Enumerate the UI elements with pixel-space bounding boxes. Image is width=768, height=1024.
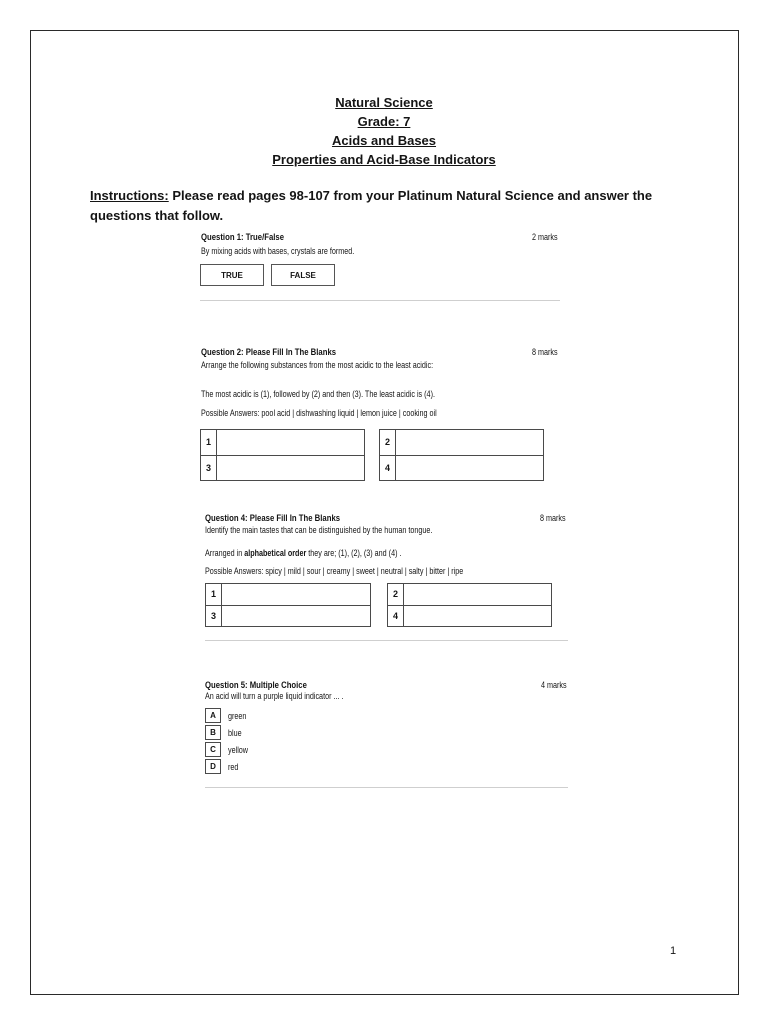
option-c[interactable] bbox=[205, 742, 253, 757]
blank-input-3[interactable] bbox=[217, 456, 364, 481]
blank-number: 2 bbox=[388, 584, 404, 605]
blank-row bbox=[206, 584, 370, 605]
blank-number: 2 bbox=[380, 430, 396, 455]
blank-number: 4 bbox=[380, 456, 396, 481]
topic-title: Acids and Bases bbox=[331, 133, 437, 148]
sentence-emphasis: alphabetical order bbox=[244, 548, 307, 558]
page-number: 1 bbox=[670, 945, 677, 957]
blank-input-2[interactable] bbox=[404, 584, 551, 605]
question-2-prompt: Arrange the following substances from the most acidic to the least acidic: bbox=[201, 360, 434, 370]
blank-number: 1 bbox=[201, 430, 217, 455]
blank-row bbox=[388, 584, 551, 605]
question-2-blanks-left bbox=[200, 429, 365, 481]
question-4-title: Question 4: Please Fill In The Blanks bbox=[205, 513, 341, 523]
blank-row bbox=[206, 605, 370, 627]
blank-row bbox=[201, 430, 364, 455]
blank-input-2[interactable] bbox=[396, 430, 543, 455]
question-5-title: Question 5: Multiple Choice bbox=[205, 680, 307, 690]
instructions-label: Instructions: bbox=[90, 188, 169, 203]
instructions bbox=[90, 186, 680, 226]
question-1-divider bbox=[200, 300, 560, 301]
blank-input-4[interactable] bbox=[396, 456, 543, 481]
blank-number: 1 bbox=[206, 584, 222, 605]
blank-row bbox=[380, 455, 543, 481]
blank-input-1[interactable] bbox=[222, 584, 370, 605]
true-button[interactable]: TRUE bbox=[200, 264, 264, 286]
blank-row bbox=[201, 455, 364, 481]
option-a[interactable] bbox=[205, 708, 251, 723]
subject-title: Natural Science bbox=[335, 95, 433, 110]
blank-input-1[interactable] bbox=[217, 430, 364, 455]
document-header bbox=[0, 93, 768, 169]
option-letter: B bbox=[205, 725, 221, 740]
instructions-text: Please read pages 98-107 from your Platinum Natural Science and answer the questions that follow. bbox=[90, 188, 653, 223]
blank-number: 3 bbox=[201, 456, 217, 481]
subtopic-title: Properties and Acid-Base Indicators bbox=[272, 152, 496, 167]
option-b[interactable] bbox=[205, 725, 245, 740]
question-5-divider bbox=[205, 787, 568, 788]
blank-number: 4 bbox=[388, 606, 404, 627]
blank-input-4[interactable] bbox=[404, 606, 551, 627]
option-label: red bbox=[228, 761, 239, 772]
question-5-prompt: An acid will turn a purple liquid indicator ... . bbox=[205, 691, 344, 701]
blank-row bbox=[388, 605, 551, 627]
question-4-possible-answers: Possible Answers: spicy | mild | sour | creamy | sweet | neutral | salty | bitter | ripe bbox=[205, 566, 464, 576]
question-4-marks: 8 marks bbox=[540, 513, 566, 523]
question-1-prompt: By mixing acids with bases, crystals are formed. bbox=[201, 246, 355, 256]
question-2-marks: 8 marks bbox=[532, 347, 558, 357]
question-4-divider bbox=[205, 640, 568, 641]
question-1-marks: 2 marks bbox=[532, 232, 558, 242]
question-2-sentence: The most acidic is (1), followed by (2) and then (3). The least acidic is (4). bbox=[201, 389, 435, 399]
sentence-text: they are; (1), (2), (3) and (4) . bbox=[306, 548, 402, 558]
option-letter: A bbox=[205, 708, 221, 723]
option-label: blue bbox=[228, 727, 242, 738]
option-letter: D bbox=[205, 759, 221, 774]
blank-number: 3 bbox=[206, 606, 222, 627]
question-4-blanks-right bbox=[387, 583, 552, 627]
page-border bbox=[30, 30, 739, 995]
question-4-prompt: Identify the main tastes that can be distinguished by the human tongue. bbox=[205, 525, 433, 535]
blank-row bbox=[380, 430, 543, 455]
question-5-marks: 4 marks bbox=[541, 680, 567, 690]
option-label: green bbox=[228, 710, 247, 721]
question-2-title: Question 2: Please Fill In The Blanks bbox=[201, 347, 337, 357]
option-label: yellow bbox=[228, 744, 249, 755]
option-letter: C bbox=[205, 742, 221, 757]
blank-input-3[interactable] bbox=[222, 606, 370, 627]
sentence-text: Arranged in bbox=[205, 548, 245, 558]
question-4-blanks-left bbox=[205, 583, 371, 627]
question-4-sentence bbox=[205, 548, 401, 558]
question-1-title: Question 1: True/False bbox=[201, 232, 285, 242]
false-button[interactable]: FALSE bbox=[271, 264, 335, 286]
option-d[interactable] bbox=[205, 759, 241, 774]
grade-title: Grade: 7 bbox=[357, 114, 411, 129]
question-2-possible-answers: Possible Answers: pool acid | dishwashing liquid | lemon juice | cooking oil bbox=[201, 408, 437, 418]
question-2-blanks-right bbox=[379, 429, 544, 481]
